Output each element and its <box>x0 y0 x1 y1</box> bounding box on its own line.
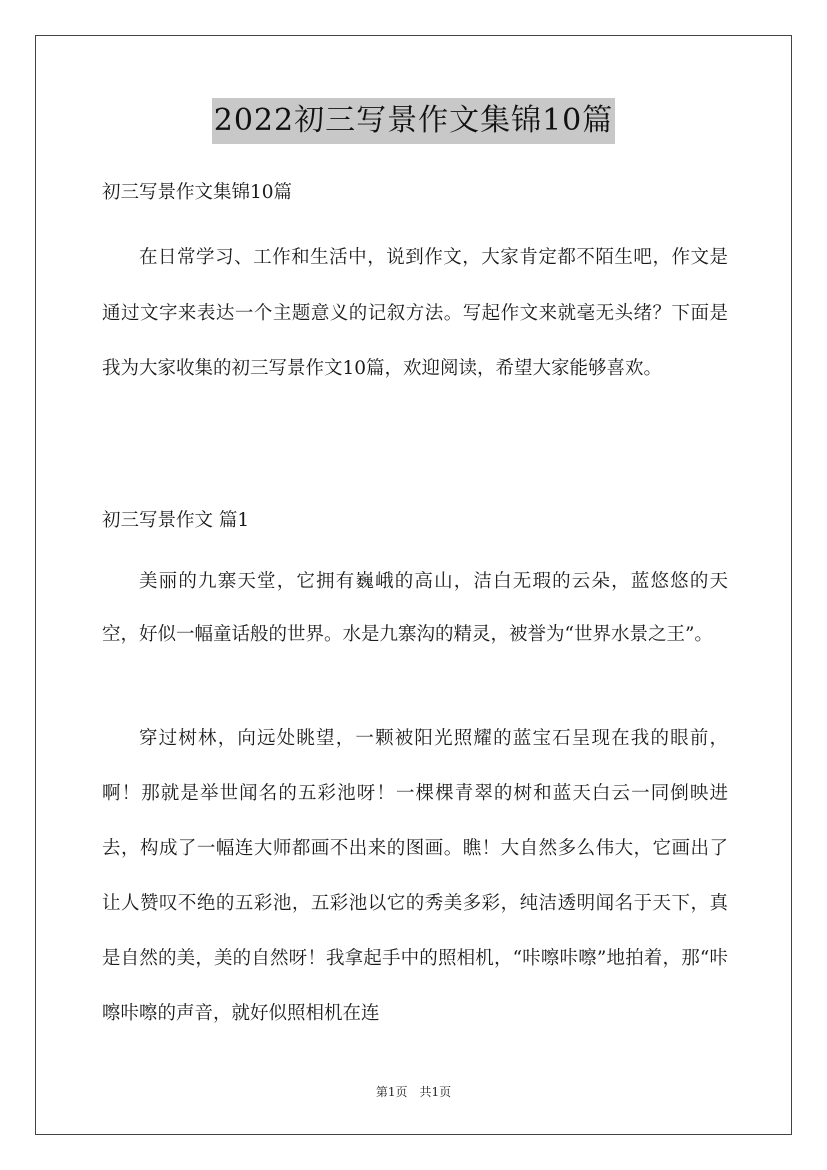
document-subtitle: 初三写景作文集锦10篇 <box>102 182 293 203</box>
section-heading: 初三写景作文 篇1 <box>102 510 250 531</box>
body-paragraph-1: 美丽的九寨天堂，它拥有巍峨的高山，洁白无瑕的云朵，蓝悠悠的天空，好似一幅童话般的世界。水是九寨沟的精灵，被誉为“世界水景之王”。 <box>102 571 728 645</box>
document-title: 2022初三写景作文集锦10篇 <box>212 98 616 144</box>
page-footer: 第1页 共1页 <box>375 1085 452 1099</box>
intro-paragraph: 在日常学习、工作和生活中，说到作文，大家肯定都不陌生吧，作文是通过文字来表达一个主题意义的记叙方法。写起作文来就毫无头绪？下面是我为大家收集的初三写景作文10篇，欢迎阅读，希望大家能够喜欢。 <box>102 247 728 379</box>
title-container <box>0 98 827 144</box>
body-paragraph-2: 穿过树林，向远处眺望，一颗被阳光照耀的蓝宝石呈现在我的眼前，啊！那就是举世闻名的五彩池呀！一棵棵青翠的树和蓝天白云一同倒映进去，构成了一幅连大师都画不出来的图画。瞧！大自然多么伟大，它画出了让人赞叹不绝的五彩池，五彩池以它的秀美多彩，纯洁透明闻名于天下，真是自然的美，美的自然呀！我拿起手中的照相机，“咔嚓咔嚓”地拍着，那“咔嚓咔嚓的声音，就好似照相机在连 <box>102 728 728 1024</box>
